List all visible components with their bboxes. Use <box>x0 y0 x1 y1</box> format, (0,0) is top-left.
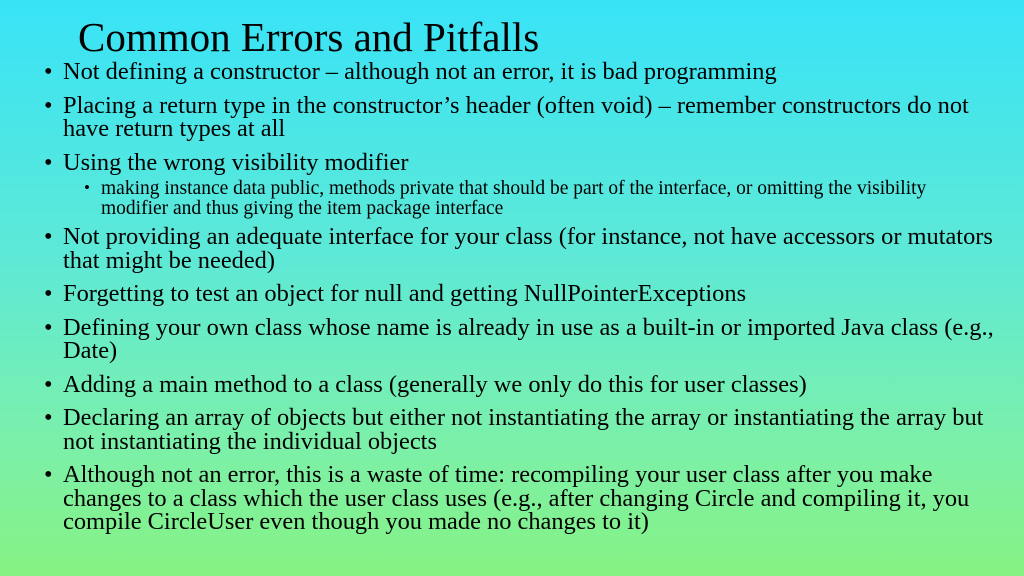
bullet-text: Although not an error, this is a waste of time: recompiling your user class after you make changes to a class which the user class uses (e.g., after changing Circle and compiling it, you compile CircleUser even though you made no changes to it) <box>63 461 970 535</box>
bullet-text: Not defining a constructor – although not an error, it is bad programming <box>63 58 777 85</box>
bullet-text: Declaring an array of objects but either not instantiating the array or instantiating the array but not instantiating the individual objects <box>63 404 984 455</box>
slide-title: Common Errors and Pitfalls <box>78 14 540 60</box>
bullet-item <box>0 282 1003 306</box>
bullet-text: Not providing an adequate interface for your class (for instance, not have accessors or mutators that might be needed) <box>63 223 993 274</box>
bullet-dot: • <box>44 280 53 307</box>
bullet-item <box>0 463 1003 534</box>
bullet-dot: • <box>44 148 53 176</box>
bullet-dot: • <box>44 58 53 85</box>
bullet-text: Using the wrong visibility modifier <box>63 148 409 176</box>
bullet-text: Defining your own class whose name is already in use as a built-in or imported Java class (e.g., Date) <box>63 313 994 364</box>
bullet-dot: • <box>44 370 53 398</box>
bullet-list <box>0 60 1024 534</box>
bullet-item <box>0 370 1003 398</box>
bullet-item <box>0 225 1003 272</box>
bullet-dot: • <box>44 91 53 119</box>
sub-bullet-item <box>0 179 981 218</box>
sub-bullet-dot: • <box>84 178 90 197</box>
bullet-dot: • <box>44 223 53 250</box>
bullet-text: Placing a return type in the constructor’s header (often void) – remember constructors do not have return types at all <box>63 91 969 142</box>
bullet-item <box>0 60 1003 84</box>
bullet-item <box>0 91 1003 142</box>
bullet-dot: • <box>44 404 53 431</box>
bullet-dot: • <box>44 461 53 488</box>
bullet-item <box>0 148 1003 176</box>
bullet-item <box>0 313 1003 364</box>
bullet-text: Forgetting to test an object for null and getting NullPointerExceptions <box>63 280 747 307</box>
bullet-dot: • <box>44 313 53 341</box>
bullet-text: Adding a main method to a class (generally we only do this for user classes) <box>63 370 807 398</box>
bullet-item <box>0 406 1003 453</box>
sub-bullet-text: making instance data public, methods private that should be part of the interface, or omitting the visibility modifier and thus giving the item package interface <box>101 178 927 219</box>
